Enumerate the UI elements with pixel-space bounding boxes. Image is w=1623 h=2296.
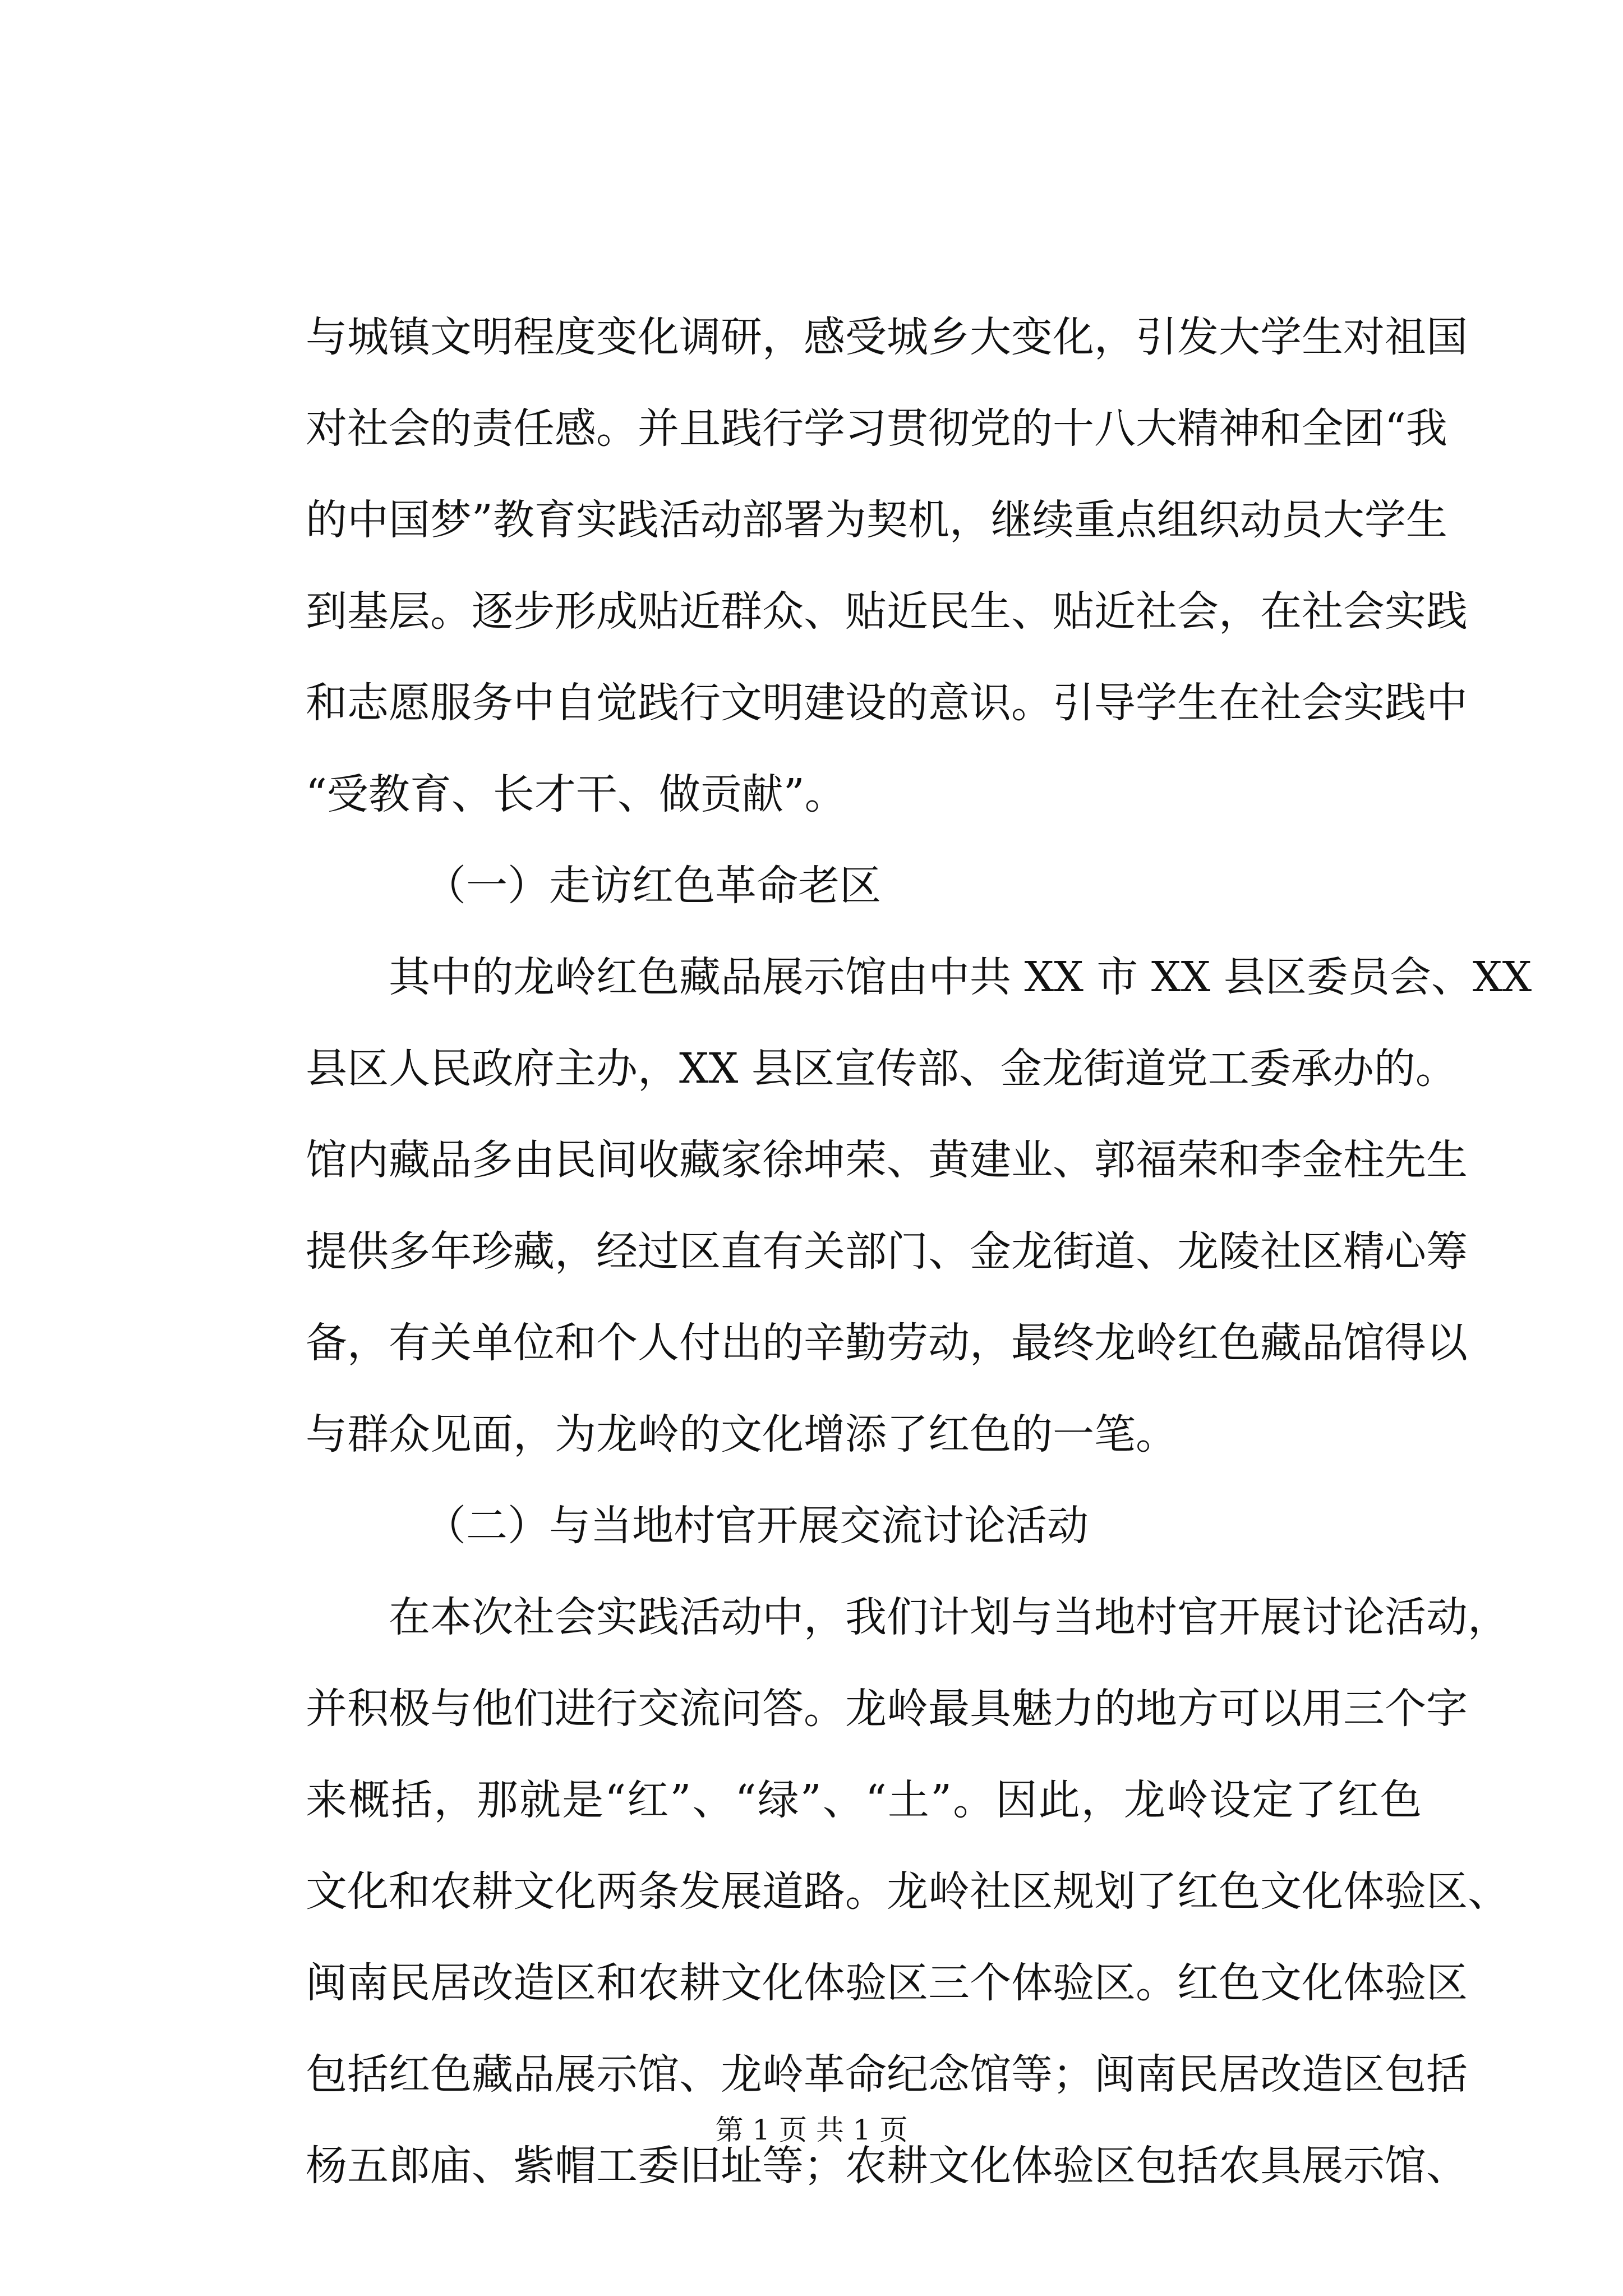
paragraph-line: 和志愿服务中自觉践行文明建设的意识。引导学生在社会实践中 [306, 679, 1468, 727]
paragraph-line: 文化和农耕文化两条发展道路。龙岭社区规划了红色文化体验区、 [306, 1867, 1509, 1916]
paragraph-line: 备，有关单位和个人付出的辛勤劳动，最终龙岭红色藏品馆得以 [306, 1319, 1468, 1367]
paragraph-line: 到基层。逐步形成贴近群众、贴近民生、贴近社会，在社会实践 [306, 587, 1468, 636]
section-heading: （二）与当地村官开展交流讨论活动 [425, 1502, 1089, 1550]
paragraph-line: 的中国梦”教育实践活动部署为契机，继续重点组织动员大学生 [306, 496, 1447, 544]
paragraph-line: 与群众见面，为龙岭的文化增添了红色的一笔。 [306, 1410, 1177, 1458]
paragraph-line: 与城镇文明程度变化调研，感受城乡大变化，引发大学生对祖国 [306, 313, 1468, 361]
section-heading: （一）走访红色革命老区 [425, 862, 881, 910]
paragraph-line: 其中的龙岭红色藏品展示馆由中共 XX 市 XX 县区委员会、XX [389, 953, 1532, 1001]
paragraph-line: 闽南民居改造区和农耕文化体验区三个体验区。红色文化体验区 [306, 1959, 1468, 2007]
paragraph-line: 包括红色藏品展示馆、龙岭革命纪念馆等；闽南民居改造区包括 [306, 2050, 1468, 2099]
document-body [306, 292, 1532, 2212]
page-footer: 第 1 页 共 1 页 [715, 2114, 908, 2146]
paragraph-line: “受教育、长才干、做贡献”。 [306, 770, 846, 818]
paragraph-line: 县区人民政府主办，XX 县区宣传部、金龙街道党工委承办的。 [306, 1045, 1457, 1093]
paragraph-line: 馆内藏品多由民间收藏家徐坤荣、黄建业、郭福荣和李金柱先生 [306, 1136, 1468, 1184]
paragraph-line: 提供多年珍藏，经过区直有关部门、金龙街道、龙陵社区精心筹 [306, 1227, 1468, 1276]
paragraph-line: 在本次社会实践活动中，我们计划与当地村官开展讨论活动， [389, 1593, 1509, 1641]
paragraph-line: 来概括，那就是“红”、“绿”、“土”。因此，龙岭设定了红色 [306, 1776, 1422, 1824]
paragraph-line: 并积极与他们进行交流问答。龙岭最具魅力的地方可以用三个字 [306, 1685, 1468, 1733]
paragraph-line: 杨五郎庙、紫帽工委旧址等；农耕文化体验区包括农具展示馆、 [306, 2142, 1468, 2190]
paragraph-line: 对社会的责任感。并且践行学习贯彻党的十八大精神和全团“我 [306, 404, 1447, 453]
